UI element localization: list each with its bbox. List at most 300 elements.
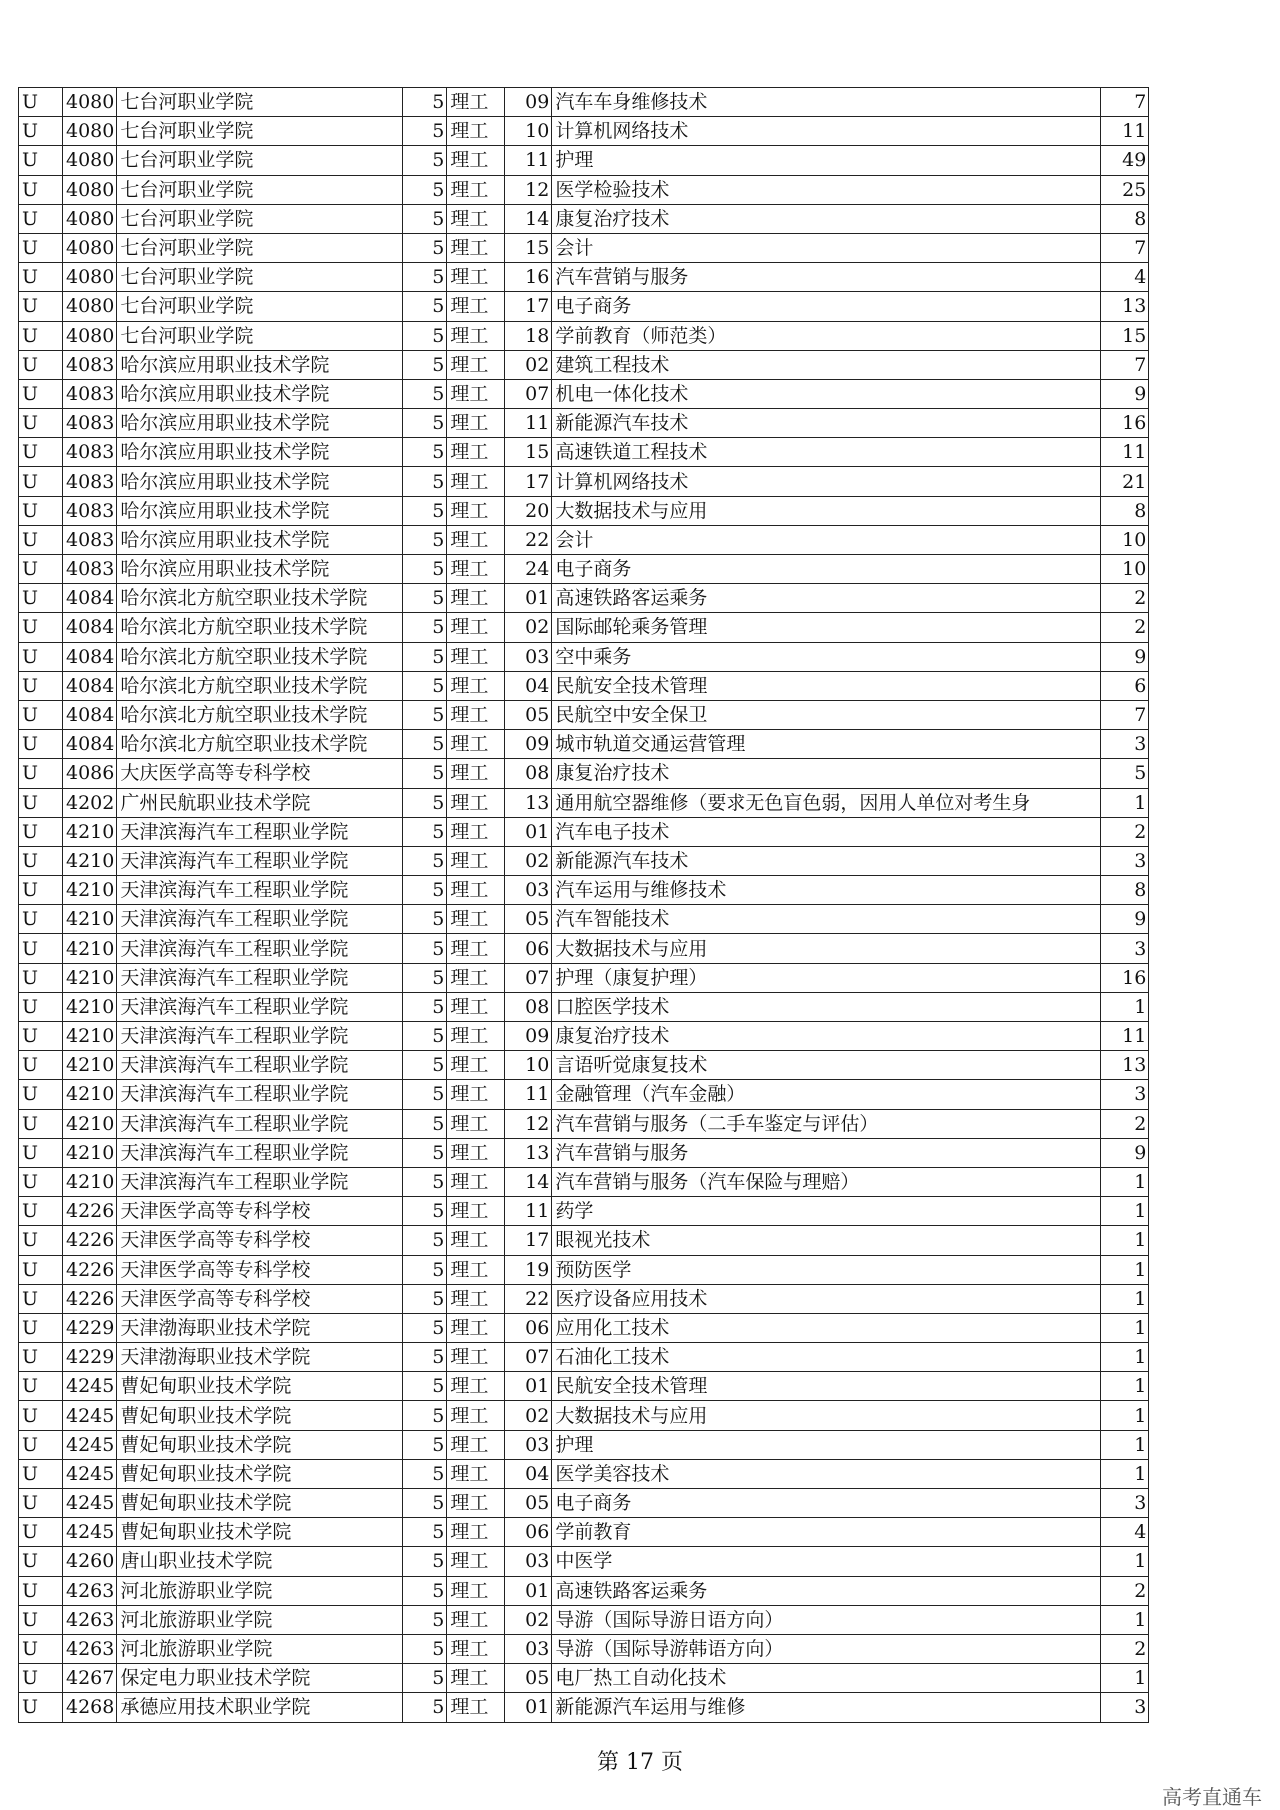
major-name-cell: 眼视光技术 — [552, 1226, 1101, 1255]
table-row — [19, 1284, 1149, 1313]
school-code-cell: 4263 — [63, 1634, 117, 1663]
category-cell: 理工 — [447, 934, 505, 963]
plan-count-cell: 1 — [1101, 1459, 1149, 1488]
school-name-cell: 七台河职业学院 — [117, 321, 403, 350]
school-name-cell: 天津医学高等专科学校 — [117, 1255, 403, 1284]
school-code-cell: 4210 — [63, 1109, 117, 1138]
batch-cell: U — [19, 117, 63, 146]
batch-cell: U — [19, 1518, 63, 1547]
category-cell: 理工 — [447, 1664, 505, 1693]
plan-type-cell: 5 — [403, 1051, 447, 1080]
table-row — [19, 409, 1149, 438]
school-name-cell: 天津滨海汽车工程职业学院 — [117, 1022, 403, 1051]
school-name-cell: 哈尔滨北方航空职业技术学院 — [117, 642, 403, 671]
school-name-cell: 天津滨海汽车工程职业学院 — [117, 1080, 403, 1109]
table-row — [19, 992, 1149, 1021]
category-cell: 理工 — [447, 642, 505, 671]
major-code-cell: 10 — [505, 117, 552, 146]
school-name-cell: 曹妃甸职业技术学院 — [117, 1459, 403, 1488]
plan-count-cell: 9 — [1101, 905, 1149, 934]
major-name-cell: 汽车营销与服务（二手车鉴定与评估） — [552, 1109, 1101, 1138]
major-code-cell: 16 — [505, 263, 552, 292]
plan-type-cell: 5 — [403, 467, 447, 496]
plan-count-cell: 25 — [1101, 175, 1149, 204]
school-name-cell: 哈尔滨应用职业技术学院 — [117, 350, 403, 379]
category-cell: 理工 — [447, 1197, 505, 1226]
major-code-cell: 03 — [505, 1430, 552, 1459]
category-cell: 理工 — [447, 233, 505, 262]
plan-count-cell: 2 — [1101, 1576, 1149, 1605]
school-code-cell: 4083 — [63, 496, 117, 525]
table-row — [19, 555, 1149, 584]
category-cell: 理工 — [447, 671, 505, 700]
school-name-cell: 曹妃甸职业技术学院 — [117, 1518, 403, 1547]
table-row — [19, 1605, 1149, 1634]
major-name-cell: 机电一体化技术 — [552, 379, 1101, 408]
major-code-cell: 03 — [505, 1634, 552, 1663]
school-name-cell: 哈尔滨应用职业技术学院 — [117, 467, 403, 496]
school-name-cell: 七台河职业学院 — [117, 233, 403, 262]
major-code-cell: 02 — [505, 1401, 552, 1430]
table-row — [19, 1489, 1149, 1518]
major-code-cell: 13 — [505, 788, 552, 817]
category-cell: 理工 — [447, 1167, 505, 1196]
plan-count-cell: 9 — [1101, 642, 1149, 671]
major-name-cell: 电厂热工自动化技术 — [552, 1664, 1101, 1693]
plan-type-cell: 5 — [403, 1576, 447, 1605]
table-row — [19, 1080, 1149, 1109]
major-code-cell: 15 — [505, 233, 552, 262]
school-code-cell: 4210 — [63, 963, 117, 992]
plan-type-cell: 5 — [403, 1226, 447, 1255]
category-cell: 理工 — [447, 409, 505, 438]
school-code-cell: 4083 — [63, 350, 117, 379]
category-cell: 理工 — [447, 1138, 505, 1167]
plan-type-cell: 5 — [403, 584, 447, 613]
major-code-cell: 12 — [505, 1109, 552, 1138]
major-code-cell: 11 — [505, 1197, 552, 1226]
batch-cell: U — [19, 379, 63, 408]
plan-count-cell: 15 — [1101, 321, 1149, 350]
category-cell: 理工 — [447, 846, 505, 875]
school-code-cell: 4080 — [63, 175, 117, 204]
major-code-cell: 07 — [505, 1343, 552, 1372]
school-name-cell: 大庆医学高等专科学校 — [117, 759, 403, 788]
category-cell: 理工 — [447, 876, 505, 905]
table-row — [19, 730, 1149, 759]
school-code-cell: 4229 — [63, 1313, 117, 1342]
category-cell: 理工 — [447, 1430, 505, 1459]
plan-count-cell: 1 — [1101, 1284, 1149, 1313]
school-name-cell: 广州民航职业技术学院 — [117, 788, 403, 817]
category-cell: 理工 — [447, 788, 505, 817]
school-name-cell: 哈尔滨北方航空职业技术学院 — [117, 671, 403, 700]
school-code-cell: 4083 — [63, 409, 117, 438]
major-name-cell: 药学 — [552, 1197, 1101, 1226]
major-code-cell: 08 — [505, 759, 552, 788]
school-code-cell: 4226 — [63, 1226, 117, 1255]
school-code-cell: 4210 — [63, 1138, 117, 1167]
school-name-cell: 七台河职业学院 — [117, 263, 403, 292]
plan-count-cell: 16 — [1101, 963, 1149, 992]
school-code-cell: 4263 — [63, 1605, 117, 1634]
major-name-cell: 康复治疗技术 — [552, 204, 1101, 233]
major-code-cell: 12 — [505, 175, 552, 204]
category-cell: 理工 — [447, 1080, 505, 1109]
plan-type-cell: 5 — [403, 1138, 447, 1167]
watermark: 高考直通车 — [1162, 1785, 1262, 1809]
table-row — [19, 1372, 1149, 1401]
school-code-cell: 4084 — [63, 584, 117, 613]
table-row — [19, 1693, 1149, 1722]
table-row — [19, 175, 1149, 204]
table-row — [19, 1138, 1149, 1167]
plan-count-cell: 10 — [1101, 555, 1149, 584]
plan-count-cell: 2 — [1101, 1109, 1149, 1138]
category-cell: 理工 — [447, 204, 505, 233]
plan-count-cell: 8 — [1101, 204, 1149, 233]
major-name-cell: 会计 — [552, 525, 1101, 554]
plan-type-cell: 5 — [403, 409, 447, 438]
category-cell: 理工 — [447, 146, 505, 175]
plan-type-cell: 5 — [403, 438, 447, 467]
plan-count-cell: 3 — [1101, 1693, 1149, 1722]
major-code-cell: 01 — [505, 1576, 552, 1605]
table-row — [19, 1430, 1149, 1459]
school-name-cell: 天津滨海汽车工程职业学院 — [117, 876, 403, 905]
category-cell: 理工 — [447, 992, 505, 1021]
plan-type-cell: 5 — [403, 1605, 447, 1634]
plan-type-cell: 5 — [403, 846, 447, 875]
plan-count-cell: 1 — [1101, 1664, 1149, 1693]
batch-cell: U — [19, 555, 63, 584]
school-name-cell: 天津滨海汽车工程职业学院 — [117, 992, 403, 1021]
category-cell: 理工 — [447, 525, 505, 554]
school-name-cell: 河北旅游职业学院 — [117, 1634, 403, 1663]
plan-type-cell: 5 — [403, 263, 447, 292]
table-row — [19, 321, 1149, 350]
batch-cell: U — [19, 1167, 63, 1196]
plan-count-cell: 13 — [1101, 1051, 1149, 1080]
major-code-cell: 08 — [505, 992, 552, 1021]
school-code-cell: 4080 — [63, 204, 117, 233]
plan-count-cell: 1 — [1101, 1605, 1149, 1634]
plan-type-cell: 5 — [403, 1022, 447, 1051]
major-name-cell: 护理（康复护理） — [552, 963, 1101, 992]
batch-cell: U — [19, 759, 63, 788]
major-name-cell: 康复治疗技术 — [552, 759, 1101, 788]
major-code-cell: 02 — [505, 846, 552, 875]
enrollment-plan-table — [18, 87, 1149, 1723]
major-name-cell: 建筑工程技术 — [552, 350, 1101, 379]
batch-cell: U — [19, 1693, 63, 1722]
major-name-cell: 新能源汽车技术 — [552, 846, 1101, 875]
major-name-cell: 电子商务 — [552, 555, 1101, 584]
batch-cell: U — [19, 671, 63, 700]
school-code-cell: 4080 — [63, 263, 117, 292]
major-code-cell: 05 — [505, 1664, 552, 1693]
major-name-cell: 医学美容技术 — [552, 1459, 1101, 1488]
plan-type-cell: 5 — [403, 88, 447, 117]
plan-count-cell: 13 — [1101, 292, 1149, 321]
school-name-cell: 天津滨海汽车工程职业学院 — [117, 1138, 403, 1167]
school-code-cell: 4080 — [63, 117, 117, 146]
batch-cell: U — [19, 1489, 63, 1518]
batch-cell: U — [19, 700, 63, 729]
batch-cell: U — [19, 233, 63, 262]
school-code-cell: 4080 — [63, 146, 117, 175]
table-row — [19, 292, 1149, 321]
school-code-cell: 4084 — [63, 613, 117, 642]
category-cell: 理工 — [447, 963, 505, 992]
major-code-cell: 03 — [505, 642, 552, 671]
major-name-cell: 康复治疗技术 — [552, 1022, 1101, 1051]
batch-cell: U — [19, 525, 63, 554]
major-name-cell: 汽车营销与服务 — [552, 263, 1101, 292]
major-code-cell: 13 — [505, 1138, 552, 1167]
plan-type-cell: 5 — [403, 321, 447, 350]
major-name-cell: 言语听觉康复技术 — [552, 1051, 1101, 1080]
major-code-cell: 03 — [505, 1547, 552, 1576]
major-code-cell: 04 — [505, 671, 552, 700]
school-code-cell: 4083 — [63, 467, 117, 496]
plan-type-cell: 5 — [403, 233, 447, 262]
plan-count-cell: 9 — [1101, 1138, 1149, 1167]
category-cell: 理工 — [447, 1109, 505, 1138]
plan-type-cell: 5 — [403, 555, 447, 584]
plan-count-cell: 5 — [1101, 759, 1149, 788]
table-row — [19, 146, 1149, 175]
plan-type-cell: 5 — [403, 613, 447, 642]
batch-cell: U — [19, 321, 63, 350]
major-name-cell: 汽车营销与服务 — [552, 1138, 1101, 1167]
major-code-cell: 11 — [505, 146, 552, 175]
school-code-cell: 4210 — [63, 817, 117, 846]
table-row — [19, 642, 1149, 671]
major-name-cell: 会计 — [552, 233, 1101, 262]
table-row — [19, 350, 1149, 379]
batch-cell: U — [19, 1343, 63, 1372]
major-code-cell: 01 — [505, 1693, 552, 1722]
school-code-cell: 4083 — [63, 379, 117, 408]
school-code-cell: 4210 — [63, 905, 117, 934]
school-code-cell: 4226 — [63, 1197, 117, 1226]
major-name-cell: 计算机网络技术 — [552, 117, 1101, 146]
major-name-cell: 高速铁路客运乘务 — [552, 584, 1101, 613]
school-code-cell: 4210 — [63, 1022, 117, 1051]
table-row — [19, 1634, 1149, 1663]
plan-count-cell: 3 — [1101, 1489, 1149, 1518]
table-row — [19, 263, 1149, 292]
major-code-cell: 05 — [505, 700, 552, 729]
plan-count-cell: 8 — [1101, 496, 1149, 525]
batch-cell: U — [19, 175, 63, 204]
category-cell: 理工 — [447, 1401, 505, 1430]
category-cell: 理工 — [447, 88, 505, 117]
school-name-cell: 天津医学高等专科学校 — [117, 1226, 403, 1255]
batch-cell: U — [19, 263, 63, 292]
table-row — [19, 817, 1149, 846]
major-code-cell: 14 — [505, 204, 552, 233]
school-code-cell: 4245 — [63, 1401, 117, 1430]
plan-count-cell: 4 — [1101, 263, 1149, 292]
major-code-cell: 06 — [505, 934, 552, 963]
major-code-cell: 02 — [505, 350, 552, 379]
major-code-cell: 24 — [505, 555, 552, 584]
page-number: 第 17 页 — [597, 1750, 683, 1775]
major-name-cell: 通用航空器维修（要求无色盲色弱，因用人单位对考生身 — [552, 788, 1101, 817]
category-cell: 理工 — [447, 1459, 505, 1488]
school-code-cell: 4084 — [63, 730, 117, 759]
school-code-cell: 4084 — [63, 671, 117, 700]
table-row — [19, 1401, 1149, 1430]
major-name-cell: 学前教育 — [552, 1518, 1101, 1547]
major-name-cell: 护理 — [552, 146, 1101, 175]
batch-cell: U — [19, 817, 63, 846]
batch-cell: U — [19, 1138, 63, 1167]
category-cell: 理工 — [447, 175, 505, 204]
major-name-cell: 大数据技术与应用 — [552, 1401, 1101, 1430]
category-cell: 理工 — [447, 1576, 505, 1605]
school-code-cell: 4260 — [63, 1547, 117, 1576]
plan-count-cell: 7 — [1101, 233, 1149, 262]
category-cell: 理工 — [447, 700, 505, 729]
major-name-cell: 民航空中安全保卫 — [552, 700, 1101, 729]
major-code-cell: 05 — [505, 1489, 552, 1518]
plan-count-cell: 1 — [1101, 1226, 1149, 1255]
school-code-cell: 4245 — [63, 1459, 117, 1488]
major-code-cell: 04 — [505, 1459, 552, 1488]
table-row — [19, 467, 1149, 496]
school-name-cell: 哈尔滨应用职业技术学院 — [117, 525, 403, 554]
category-cell: 理工 — [447, 584, 505, 613]
table-row — [19, 963, 1149, 992]
school-code-cell: 4229 — [63, 1343, 117, 1372]
plan-type-cell: 5 — [403, 1634, 447, 1663]
major-name-cell: 学前教育（师范类） — [552, 321, 1101, 350]
category-cell: 理工 — [447, 1284, 505, 1313]
school-name-cell: 哈尔滨应用职业技术学院 — [117, 409, 403, 438]
plan-type-cell: 5 — [403, 146, 447, 175]
school-name-cell: 七台河职业学院 — [117, 292, 403, 321]
major-code-cell: 06 — [505, 1313, 552, 1342]
batch-cell: U — [19, 1255, 63, 1284]
plan-type-cell: 5 — [403, 496, 447, 525]
school-code-cell: 4084 — [63, 700, 117, 729]
table-row — [19, 1255, 1149, 1284]
major-code-cell: 02 — [505, 613, 552, 642]
major-code-cell: 10 — [505, 1051, 552, 1080]
table-row — [19, 1167, 1149, 1196]
school-name-cell: 七台河职业学院 — [117, 117, 403, 146]
table-body — [19, 88, 1149, 1723]
plan-count-cell: 1 — [1101, 1255, 1149, 1284]
major-name-cell: 汽车智能技术 — [552, 905, 1101, 934]
plan-count-cell: 3 — [1101, 934, 1149, 963]
batch-cell: U — [19, 846, 63, 875]
major-name-cell: 高速铁道工程技术 — [552, 438, 1101, 467]
category-cell: 理工 — [447, 1051, 505, 1080]
plan-type-cell: 5 — [403, 379, 447, 408]
plan-type-cell: 5 — [403, 1430, 447, 1459]
plan-count-cell: 3 — [1101, 1080, 1149, 1109]
plan-count-cell: 6 — [1101, 671, 1149, 700]
school-name-cell: 唐山职业技术学院 — [117, 1547, 403, 1576]
plan-count-cell: 7 — [1101, 88, 1149, 117]
school-name-cell: 曹妃甸职业技术学院 — [117, 1489, 403, 1518]
plan-type-cell: 5 — [403, 1343, 447, 1372]
major-code-cell: 02 — [505, 1605, 552, 1634]
table-row — [19, 1576, 1149, 1605]
school-code-cell: 4245 — [63, 1372, 117, 1401]
batch-cell: U — [19, 1080, 63, 1109]
plan-count-cell: 1 — [1101, 1401, 1149, 1430]
plan-count-cell: 4 — [1101, 1518, 1149, 1547]
table-row — [19, 1518, 1149, 1547]
batch-cell: U — [19, 350, 63, 379]
major-code-cell: 11 — [505, 409, 552, 438]
table-row — [19, 1343, 1149, 1372]
school-code-cell: 4080 — [63, 292, 117, 321]
major-code-cell: 19 — [505, 1255, 552, 1284]
batch-cell: U — [19, 1430, 63, 1459]
plan-type-cell: 5 — [403, 117, 447, 146]
plan-count-cell: 2 — [1101, 613, 1149, 642]
plan-type-cell: 5 — [403, 1284, 447, 1313]
category-cell: 理工 — [447, 613, 505, 642]
major-code-cell: 17 — [505, 292, 552, 321]
plan-count-cell: 10 — [1101, 525, 1149, 554]
batch-cell: U — [19, 1226, 63, 1255]
plan-type-cell: 5 — [403, 1489, 447, 1518]
table-row — [19, 1664, 1149, 1693]
batch-cell: U — [19, 204, 63, 233]
category-cell: 理工 — [447, 817, 505, 846]
major-code-cell: 14 — [505, 1167, 552, 1196]
plan-type-cell: 5 — [403, 1693, 447, 1722]
plan-count-cell: 2 — [1101, 817, 1149, 846]
table-row — [19, 88, 1149, 117]
major-code-cell: 09 — [505, 88, 552, 117]
plan-type-cell: 5 — [403, 1167, 447, 1196]
major-name-cell: 新能源汽车运用与维修 — [552, 1693, 1101, 1722]
category-cell: 理工 — [447, 1255, 505, 1284]
major-code-cell: 07 — [505, 963, 552, 992]
plan-count-cell: 3 — [1101, 730, 1149, 759]
batch-cell: U — [19, 1284, 63, 1313]
batch-cell: U — [19, 467, 63, 496]
school-name-cell: 承德应用技术职业学院 — [117, 1693, 403, 1722]
major-code-cell: 22 — [505, 1284, 552, 1313]
plan-type-cell: 5 — [403, 788, 447, 817]
school-name-cell: 曹妃甸职业技术学院 — [117, 1401, 403, 1430]
major-code-cell: 01 — [505, 584, 552, 613]
category-cell: 理工 — [447, 555, 505, 584]
batch-cell: U — [19, 292, 63, 321]
table-row — [19, 1313, 1149, 1342]
table-row — [19, 671, 1149, 700]
category-cell: 理工 — [447, 1489, 505, 1518]
school-name-cell: 曹妃甸职业技术学院 — [117, 1430, 403, 1459]
school-name-cell: 保定电力职业技术学院 — [117, 1664, 403, 1693]
plan-type-cell: 5 — [403, 204, 447, 233]
major-name-cell: 空中乘务 — [552, 642, 1101, 671]
category-cell: 理工 — [447, 1343, 505, 1372]
major-name-cell: 汽车营销与服务（汽车保险与理赔） — [552, 1167, 1101, 1196]
school-name-cell: 哈尔滨应用职业技术学院 — [117, 496, 403, 525]
school-code-cell: 4226 — [63, 1255, 117, 1284]
major-name-cell: 高速铁路客运乘务 — [552, 1576, 1101, 1605]
